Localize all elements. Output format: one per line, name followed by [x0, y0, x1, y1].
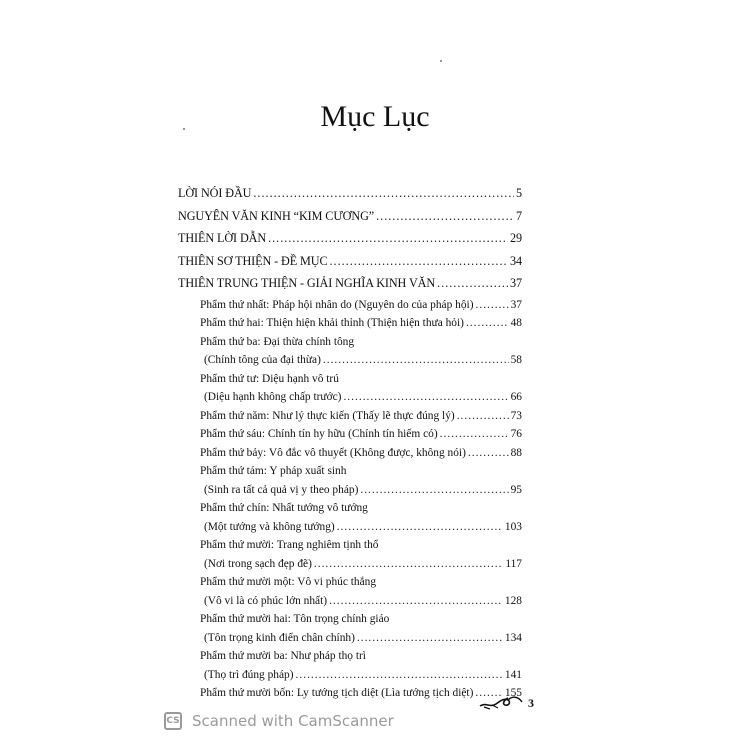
- page-title: Mục Lục: [320, 100, 430, 133]
- toc-subentry: [178, 373, 522, 392]
- entry-page-number: 76: [510, 428, 522, 440]
- entry-page-number: 48: [510, 317, 522, 329]
- toc-subentry: [178, 410, 522, 429]
- entry-label: (Thọ trì đúng pháp): [204, 668, 294, 681]
- toc-subentry: [178, 502, 522, 521]
- toc-subentry: [178, 576, 522, 595]
- entry-page-number: 34: [510, 253, 522, 268]
- camscanner-watermark: [164, 712, 394, 730]
- entry-page-number: 117: [505, 557, 522, 570]
- entry-label: (Diệu hạnh không chấp trước): [204, 391, 342, 403]
- table-of-contents: [178, 186, 522, 706]
- dot-leader: [457, 410, 509, 422]
- toc-subentry: [178, 428, 522, 447]
- entry-label: Phẩm thứ tư: Diệu hạnh vô trú: [200, 372, 339, 385]
- dot-leader: [329, 254, 508, 269]
- dot-leader: [343, 391, 508, 403]
- dot-leader: [253, 186, 514, 201]
- entry-label: Phẩm thứ chín: Nhất tướng vô tướng: [200, 502, 368, 514]
- entry-page-number: 128: [504, 594, 522, 607]
- ornament-icon: [478, 692, 524, 710]
- dot-leader: [376, 209, 514, 224]
- toc-subentry: [178, 613, 522, 632]
- dot-leader: [437, 276, 508, 291]
- entry-label: Phẩm thứ năm: Như lý thực kiến (Thấy lẽ thực đúng lý): [200, 409, 455, 422]
- entry-label: (Sinh ra tất cả quả vị y theo pháp): [204, 483, 359, 496]
- toc-subentry-continuation: [178, 558, 522, 577]
- toc-subentry: [178, 299, 522, 318]
- entry-label: Phẩm thứ bảy: Vô đắc vô thuyết (Không được, không nói): [200, 446, 466, 459]
- toc-subentry: [178, 447, 522, 466]
- entry-page-number: 103: [504, 520, 522, 533]
- entry-label: (Một tướng và không tướng): [204, 520, 335, 533]
- entry-label: THIÊN LỜI DẪN: [178, 231, 267, 245]
- toc-entry: [178, 254, 522, 277]
- page-number: 3: [528, 696, 534, 710]
- entry-page-number: 7: [516, 208, 522, 223]
- toc-subentry-continuation: [178, 595, 522, 614]
- entry-label: Phẩm thứ mười ba: Như pháp thọ trì: [200, 650, 366, 662]
- toc-subentry: [178, 317, 522, 336]
- toc-subentry: [178, 465, 522, 484]
- entry-label: THIÊN SƠ THIỆN - ĐỀ MỤC: [178, 253, 328, 268]
- dot-leader: [468, 447, 509, 459]
- entry-label: Phẩm thứ mười: Trang nghiêm tịnh thổ: [200, 539, 379, 551]
- entry-page-number: 88: [510, 446, 522, 459]
- toc-subentry: [178, 539, 522, 558]
- dot-leader: [466, 317, 509, 329]
- dot-leader: [440, 428, 509, 440]
- entry-page-number: 134: [504, 631, 522, 644]
- toc-entry: [178, 276, 522, 299]
- entry-label: (Tôn trọng kinh điển chân chính): [204, 631, 355, 644]
- entry-label: Phẩm thứ hai: Thiện hiện khải thỉnh (Thiện hiện thưa hỏi): [200, 317, 464, 329]
- dot-leader: [323, 354, 509, 366]
- dot-leader: [476, 299, 509, 311]
- toc-entry: [178, 186, 522, 209]
- toc-subentry-continuation: [178, 669, 522, 688]
- entry-label: (Chính tông của đại thừa): [204, 354, 321, 366]
- entry-page-number: 155: [504, 687, 522, 699]
- dot-leader: [357, 632, 503, 644]
- toc-subentry: [178, 336, 522, 355]
- toc-entry: [178, 231, 522, 254]
- toc-subentry: [178, 687, 522, 706]
- entry-label: Phẩm thứ mười hai: Tôn trọng chính giáo: [200, 613, 390, 625]
- dot-leader: [329, 595, 503, 607]
- scan-speck: [440, 60, 442, 62]
- entry-page-number: 29: [510, 231, 522, 245]
- toc-subentry-continuation: [178, 354, 522, 373]
- camscanner-logo-icon: CS: [164, 712, 182, 730]
- toc-subentry: [178, 650, 522, 669]
- watermark-text: Scanned with CamScanner: [192, 712, 394, 730]
- entry-label: (Nơi trong sạch đẹp đẽ): [204, 557, 312, 570]
- toc-subentry-continuation: [178, 632, 522, 651]
- toc-subentry-continuation: [178, 391, 522, 410]
- dot-leader: [296, 669, 503, 681]
- entry-label: Phẩm thứ mười một: Vô vi phúc thắng: [200, 576, 377, 588]
- dot-leader: [360, 484, 508, 496]
- entry-label: (Vô vi là có phúc lớn nhất): [204, 594, 328, 607]
- entry-label: Phẩm thứ mười bốn: Ly tướng tịch diệt (Lìa tướng tịch diệt): [200, 687, 474, 699]
- toc-subentry-continuation: [178, 521, 522, 540]
- toc-entry: [178, 209, 522, 232]
- entry-page-number: 5: [516, 186, 522, 200]
- dot-leader: [337, 521, 503, 533]
- entry-label: Phẩm thứ tám: Y pháp xuất sinh: [200, 465, 347, 477]
- entry-label: Phẩm thứ nhất: Pháp hội nhân do (Nguyên do của pháp hội): [200, 298, 474, 311]
- entry-label: Phẩm thứ sáu: Chính tín hy hữu (Chính tín hiếm có): [200, 428, 438, 440]
- entry-page-number: 58: [510, 354, 522, 366]
- entry-page-number: 73: [510, 409, 522, 422]
- dot-leader: [314, 558, 503, 570]
- dot-leader: [268, 231, 508, 246]
- entry-page-number: 141: [504, 668, 522, 681]
- entry-page-number: 37: [510, 276, 522, 290]
- entry-label: NGUYÊN VĂN KINH “KIM CƯƠNG”: [178, 208, 375, 223]
- entry-page-number: 95: [510, 483, 522, 496]
- entry-label: Phẩm thứ ba: Đại thừa chính tông: [200, 335, 355, 348]
- entry-label: LỜI NÓI ĐẦU: [178, 186, 252, 200]
- entry-label: THIÊN TRUNG THIỆN - GIẢI NGHĨA KINH VĂN: [178, 276, 436, 290]
- entry-page-number: 37: [510, 298, 522, 311]
- entry-page-number: 66: [510, 391, 522, 403]
- toc-subentry-continuation: [178, 484, 522, 503]
